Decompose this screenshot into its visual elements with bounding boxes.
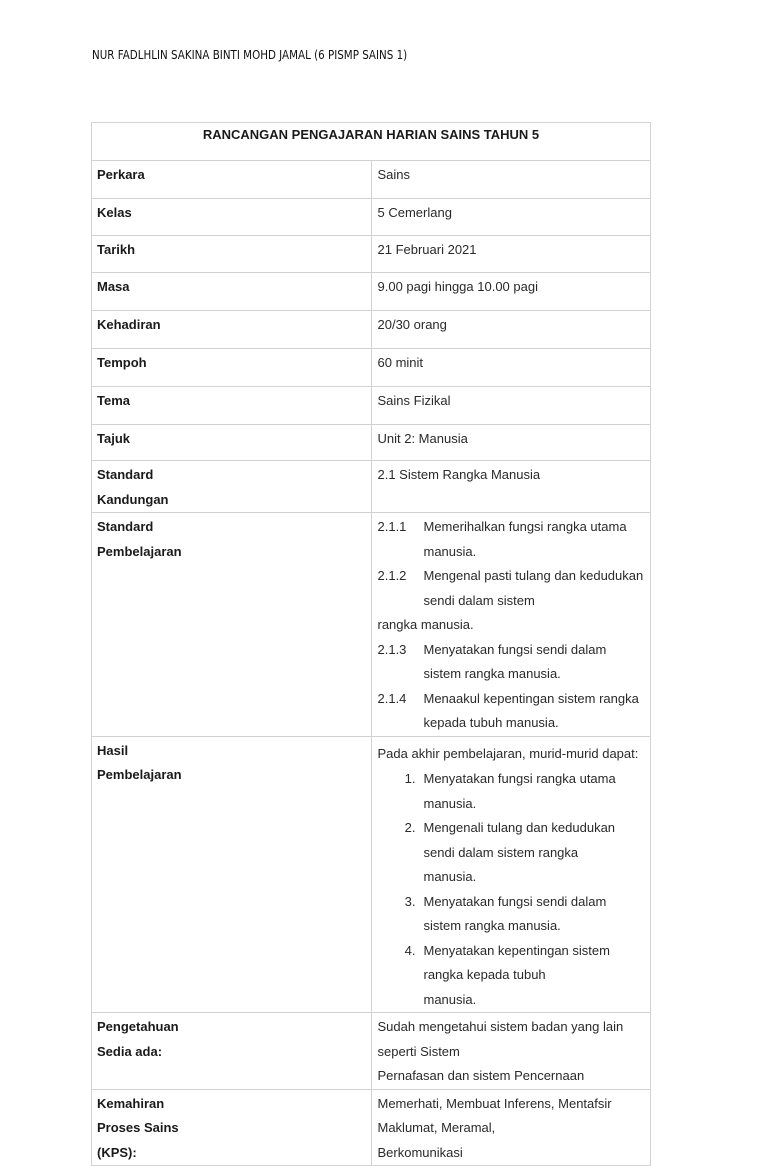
label-line: Proses Sains: [97, 1120, 179, 1135]
row-value-tarikh: 21 Februari 2021: [371, 236, 651, 273]
table-row: [92, 425, 651, 461]
table-row: [92, 161, 651, 199]
row-value-kps: [371, 1089, 651, 1166]
list-item-continuation: [378, 865, 645, 890]
item-code: 2.1.2: [377, 568, 407, 583]
list-item-continuation: [378, 988, 645, 1013]
row-value-tema: Sains Fizikal: [371, 387, 651, 425]
list-item: [378, 816, 645, 865]
table-row: [92, 461, 651, 513]
row-label-tempoh: Tempoh: [92, 349, 372, 387]
row-label-kehadiran: Kehadiran: [92, 311, 372, 349]
item-text: Menyatakan fungsi sendi dalam sistem rangka manusia.: [423, 893, 607, 933]
row-label-kps: [92, 1089, 372, 1166]
label-line: (KPS):: [97, 1144, 137, 1160]
item-code: 2.1.1: [377, 519, 407, 534]
row-value-standard-kandungan: 2.1 Sistem Rangka Manusia: [371, 461, 651, 513]
label-line: Kandungan: [97, 491, 169, 507]
row-label-standard-kandungan: [92, 461, 372, 513]
item-number: 4.: [404, 942, 416, 958]
label-line: Pembelajaran: [97, 543, 182, 559]
row-value-masa: 9.00 pagi hingga 10.00 pagi: [371, 273, 651, 311]
item-number: 3.: [404, 893, 416, 909]
item-number: 2.: [404, 820, 416, 835]
label-line: Pengetahuan: [97, 1019, 179, 1034]
list-item: [378, 767, 645, 816]
list-item: [378, 890, 645, 939]
item-text-continued: manusia.: [423, 869, 477, 884]
lesson-plan-table: [91, 122, 651, 1166]
table-row: [92, 513, 651, 737]
row-label-hasil-pembelajaran: [92, 736, 372, 1013]
list-item: [378, 564, 645, 613]
item-code: 2.1.4: [377, 690, 407, 706]
row-label-kelas: Kelas: [92, 199, 372, 236]
table-row: [92, 311, 651, 349]
table-row: [92, 736, 651, 1013]
table-row: [92, 349, 651, 387]
item-text: Mengenal pasti tulang dan kedudukan sendi dalam sistem: [423, 568, 644, 608]
item-text: Mengenali tulang dan kedudukan sendi dalam sistem rangka: [423, 820, 616, 860]
document-author-header: NUR FADLHLIN SAKINA BINTI MOHD JAMAL (6 PISMP SAINS 1): [92, 48, 408, 62]
label-line: Pembelajaran: [97, 767, 182, 782]
row-label-standard-pembelajaran: [92, 513, 372, 737]
row-value-kelas: 5 Cemerlang: [371, 199, 651, 236]
row-value-standard-pembelajaran: [371, 513, 651, 737]
item-text: Memerihalkan fungsi rangka utama manusia.: [423, 519, 627, 559]
label-line: Standard: [97, 519, 154, 534]
table-row: [92, 199, 651, 236]
table-row: [92, 273, 651, 311]
item-number: 1.: [404, 771, 416, 786]
item-text-continued: rangka manusia.: [377, 617, 474, 632]
label-line: Sedia ada:: [97, 1043, 163, 1059]
row-value-perkara: Sains: [371, 161, 651, 199]
row-label-tema: Tema: [92, 387, 372, 425]
row-value-tempoh: 60 minit: [371, 349, 651, 387]
standard-pembelajaran-list: [378, 515, 645, 736]
item-text: Menyatakan kepentingan sistem rangka kepada tubuh: [423, 942, 610, 982]
table-row: [92, 236, 651, 273]
label-line: Standard: [97, 467, 154, 482]
list-item-continuation: [378, 613, 645, 638]
value-line: Pernafasan dan sistem Pencernaan: [377, 1068, 585, 1083]
value-line: Sudah mengetahui sistem badan yang lain seperti Sistem: [377, 1019, 624, 1059]
label-line: Hasil: [97, 742, 129, 758]
hasil-intro: Pada akhir pembelajaran, murid-murid dapat:: [377, 745, 639, 761]
table-title-row: [92, 123, 651, 161]
row-value-hasil-pembelajaran: [371, 736, 651, 1013]
row-value-tajuk: Unit 2: Manusia: [371, 425, 651, 461]
list-item: [378, 687, 645, 736]
list-item: [378, 638, 645, 687]
item-code: 2.1.3: [377, 641, 407, 657]
table-row: [92, 387, 651, 425]
hasil-pembelajaran-list: [378, 767, 645, 1012]
row-label-perkara: Perkara: [92, 161, 372, 199]
item-text-continued: manusia.: [423, 991, 477, 1007]
table-row: [92, 1089, 651, 1166]
label-line: Kemahiran: [97, 1095, 165, 1111]
row-label-tajuk: Tajuk: [92, 425, 372, 461]
table-title: RANCANGAN PENGAJARAN HARIAN SAINS TAHUN 5: [92, 123, 651, 161]
item-text: Menyatakan fungsi rangka utama manusia.: [423, 771, 616, 811]
row-label-masa: Masa: [92, 273, 372, 311]
value-line: Berkomunikasi: [377, 1144, 463, 1160]
value-line: Memerhati, Membuat Inferens, Mentafsir Maklumat, Meramal,: [377, 1095, 612, 1135]
list-item: [378, 939, 645, 988]
row-label-tarikh: Tarikh: [92, 236, 372, 273]
item-text: Menyatakan fungsi sendi dalam sistem rangka manusia.: [423, 641, 607, 681]
row-value-kehadiran: 20/30 orang: [371, 311, 651, 349]
item-text: Menaakul kepentingan sistem rangka kepada tubuh manusia.: [423, 690, 639, 730]
list-item: [378, 515, 645, 564]
